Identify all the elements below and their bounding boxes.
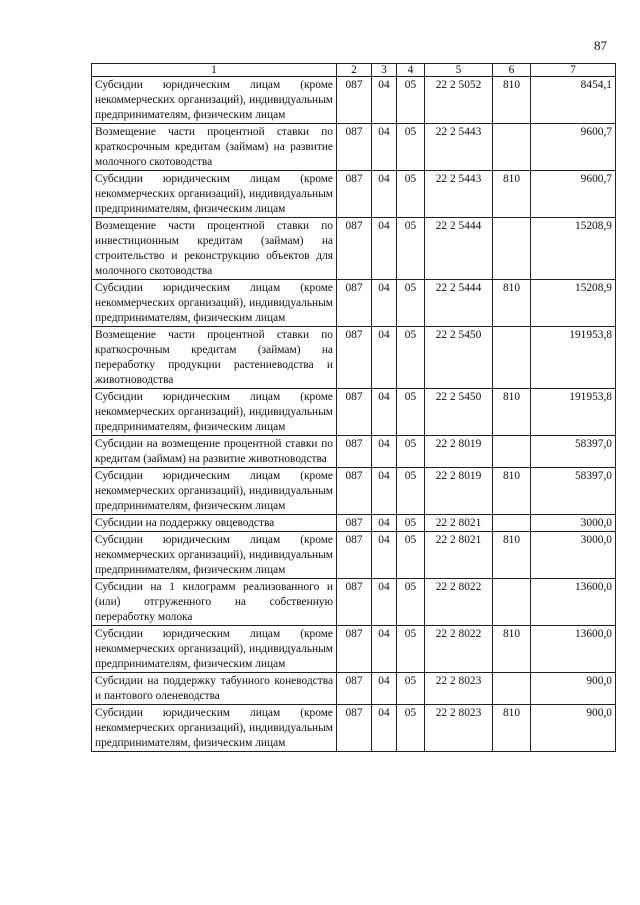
expense-type-cell: 810 bbox=[493, 468, 531, 515]
ministry-code-cell: 087 bbox=[337, 532, 372, 579]
subsection-code-cell: 05 bbox=[397, 705, 425, 752]
target-article-cell: 22 2 5450 bbox=[425, 389, 493, 436]
column-header: 3 bbox=[372, 64, 397, 77]
target-article-cell: 22 2 5450 bbox=[425, 327, 493, 389]
row-name-cell: Субсидии юридическим лицам (кроме некоммерческих организаций), индивидуальным предпринимателям, физическим лицам bbox=[92, 280, 337, 327]
amount-cell: 13600,0 bbox=[531, 579, 616, 626]
subsection-code-cell: 05 bbox=[397, 171, 425, 218]
section-code-cell: 04 bbox=[372, 673, 397, 705]
section-code-cell: 04 bbox=[372, 436, 397, 468]
section-code-cell: 04 bbox=[372, 171, 397, 218]
table-row bbox=[92, 389, 616, 436]
table-row bbox=[92, 77, 616, 124]
section-code-cell: 04 bbox=[372, 389, 397, 436]
subsection-code-cell: 05 bbox=[397, 124, 425, 171]
column-header: 1 bbox=[92, 64, 337, 77]
column-header: 4 bbox=[397, 64, 425, 77]
ministry-code-cell: 087 bbox=[337, 218, 372, 280]
column-header: 6 bbox=[493, 64, 531, 77]
expense-type-cell bbox=[493, 327, 531, 389]
target-article-cell: 22 2 8022 bbox=[425, 626, 493, 673]
amount-cell: 3000,0 bbox=[531, 532, 616, 579]
ministry-code-cell: 087 bbox=[337, 171, 372, 218]
subsection-code-cell: 05 bbox=[397, 579, 425, 626]
expense-type-cell: 810 bbox=[493, 280, 531, 327]
amount-cell: 3000,0 bbox=[531, 515, 616, 532]
table-row bbox=[92, 280, 616, 327]
amount-cell: 9600,7 bbox=[531, 171, 616, 218]
row-name-cell: Возмещение части процентной ставки по краткосрочным кредитам (займам) на переработку продукции растениеводства и животноводства bbox=[92, 327, 337, 389]
row-name-cell: Возмещение части процентной ставки по инвестиционным кредитам (займам) на строительство и реконструкцию объектов для молочного скотоводства bbox=[92, 218, 337, 280]
ministry-code-cell: 087 bbox=[337, 673, 372, 705]
table-row bbox=[92, 327, 616, 389]
target-article-cell: 22 2 5444 bbox=[425, 280, 493, 327]
row-name-cell: Субсидии юридическим лицам (кроме некоммерческих организаций), индивидуальным предпринимателям, физическим лицам bbox=[92, 389, 337, 436]
subsection-code-cell: 05 bbox=[397, 280, 425, 327]
amount-cell: 191953,8 bbox=[531, 389, 616, 436]
table-row bbox=[92, 218, 616, 280]
row-name-cell: Субсидии на 1 килограмм реализованного и (или) отгруженного на собственную переработку молока bbox=[92, 579, 337, 626]
ministry-code-cell: 087 bbox=[337, 327, 372, 389]
expense-type-cell bbox=[493, 515, 531, 532]
expense-type-cell: 810 bbox=[493, 389, 531, 436]
column-header: 5 bbox=[425, 64, 493, 77]
target-article-cell: 22 2 8022 bbox=[425, 579, 493, 626]
ministry-code-cell: 087 bbox=[337, 77, 372, 124]
amount-cell: 8454,1 bbox=[531, 77, 616, 124]
target-article-cell: 22 2 8019 bbox=[425, 436, 493, 468]
ministry-code-cell: 087 bbox=[337, 515, 372, 532]
subsection-code-cell: 05 bbox=[397, 218, 425, 280]
target-article-cell: 22 2 8021 bbox=[425, 515, 493, 532]
ministry-code-cell: 087 bbox=[337, 389, 372, 436]
expense-type-cell bbox=[493, 673, 531, 705]
expense-type-cell: 810 bbox=[493, 705, 531, 752]
amount-cell: 9600,7 bbox=[531, 124, 616, 171]
expense-type-cell bbox=[493, 218, 531, 280]
amount-cell: 13600,0 bbox=[531, 626, 616, 673]
subsection-code-cell: 05 bbox=[397, 532, 425, 579]
budget-table bbox=[91, 63, 616, 752]
expense-type-cell: 810 bbox=[493, 532, 531, 579]
section-code-cell: 04 bbox=[372, 705, 397, 752]
row-name-cell: Субсидии юридическим лицам (кроме некоммерческих организаций), индивидуальным предпринимателям, физическим лицам bbox=[92, 77, 337, 124]
ministry-code-cell: 087 bbox=[337, 436, 372, 468]
subsection-code-cell: 05 bbox=[397, 673, 425, 705]
amount-cell: 900,0 bbox=[531, 673, 616, 705]
amount-cell: 900,0 bbox=[531, 705, 616, 752]
section-code-cell: 04 bbox=[372, 468, 397, 515]
target-article-cell: 22 2 8021 bbox=[425, 532, 493, 579]
row-name-cell: Субсидии юридическим лицам (кроме некоммерческих организаций), индивидуальным предпринимателям, физическим лицам bbox=[92, 468, 337, 515]
row-name-cell: Субсидии юридическим лицам (кроме некоммерческих организаций), индивидуальным предпринимателям, физическим лицам bbox=[92, 171, 337, 218]
section-code-cell: 04 bbox=[372, 124, 397, 171]
target-article-cell: 22 2 5052 bbox=[425, 77, 493, 124]
expense-type-cell bbox=[493, 124, 531, 171]
column-header: 2 bbox=[337, 64, 372, 77]
expense-type-cell bbox=[493, 579, 531, 626]
target-article-cell: 22 2 8023 bbox=[425, 673, 493, 705]
column-header: 7 bbox=[531, 64, 616, 77]
page-number: 87 bbox=[594, 38, 607, 53]
ministry-code-cell: 087 bbox=[337, 626, 372, 673]
row-name-cell: Субсидии юридическим лицам (кроме некоммерческих организаций), индивидуальным предпринимателям, физическим лицам bbox=[92, 705, 337, 752]
table-row bbox=[92, 626, 616, 673]
section-code-cell: 04 bbox=[372, 77, 397, 124]
ministry-code-cell: 087 bbox=[337, 280, 372, 327]
expense-type-cell bbox=[493, 436, 531, 468]
expense-type-cell: 810 bbox=[493, 77, 531, 124]
row-name-cell: Субсидии юридическим лицам (кроме некоммерческих организаций), индивидуальным предпринимателям, физическим лицам bbox=[92, 532, 337, 579]
target-article-cell: 22 2 8023 bbox=[425, 705, 493, 752]
target-article-cell: 22 2 5443 bbox=[425, 124, 493, 171]
table-row bbox=[92, 579, 616, 626]
table-row bbox=[92, 124, 616, 171]
row-name-cell: Субсидии на поддержку табунного коневодства и пантового оленеводства bbox=[92, 673, 337, 705]
subsection-code-cell: 05 bbox=[397, 77, 425, 124]
section-code-cell: 04 bbox=[372, 579, 397, 626]
section-code-cell: 04 bbox=[372, 626, 397, 673]
table-row bbox=[92, 532, 616, 579]
table-row bbox=[92, 515, 616, 532]
target-article-cell: 22 2 5443 bbox=[425, 171, 493, 218]
subsection-code-cell: 05 bbox=[397, 327, 425, 389]
section-code-cell: 04 bbox=[372, 218, 397, 280]
target-article-cell: 22 2 8019 bbox=[425, 468, 493, 515]
target-article-cell: 22 2 5444 bbox=[425, 218, 493, 280]
expense-type-cell: 810 bbox=[493, 171, 531, 218]
row-name-cell: Субсидии на возмещение процентной ставки по кредитам (займам) на развитие животноводства bbox=[92, 436, 337, 468]
amount-cell: 15208,9 bbox=[531, 218, 616, 280]
amount-cell: 191953,8 bbox=[531, 327, 616, 389]
amount-cell: 58397,0 bbox=[531, 468, 616, 515]
subsection-code-cell: 05 bbox=[397, 515, 425, 532]
ministry-code-cell: 087 bbox=[337, 124, 372, 171]
section-code-cell: 04 bbox=[372, 280, 397, 327]
subsection-code-cell: 05 bbox=[397, 389, 425, 436]
ministry-code-cell: 087 bbox=[337, 468, 372, 515]
ministry-code-cell: 087 bbox=[337, 705, 372, 752]
subsection-code-cell: 05 bbox=[397, 436, 425, 468]
amount-cell: 15208,9 bbox=[531, 280, 616, 327]
table-row bbox=[92, 705, 616, 752]
row-name-cell: Субсидии юридическим лицам (кроме некоммерческих организаций), индивидуальным предпринимателям, физическим лицам bbox=[92, 626, 337, 673]
table-row bbox=[92, 468, 616, 515]
expense-type-cell: 810 bbox=[493, 626, 531, 673]
amount-cell: 58397,0 bbox=[531, 436, 616, 468]
table-header-row bbox=[92, 64, 616, 77]
row-name-cell: Возмещение части процентной ставки по краткосрочным кредитам (займам) на развитие молочного скотоводства bbox=[92, 124, 337, 171]
section-code-cell: 04 bbox=[372, 327, 397, 389]
ministry-code-cell: 087 bbox=[337, 579, 372, 626]
table-row bbox=[92, 171, 616, 218]
table-row bbox=[92, 673, 616, 705]
table-row bbox=[92, 436, 616, 468]
row-name-cell: Субсидии на поддержку овцеводства bbox=[92, 515, 337, 532]
section-code-cell: 04 bbox=[372, 515, 397, 532]
section-code-cell: 04 bbox=[372, 532, 397, 579]
subsection-code-cell: 05 bbox=[397, 468, 425, 515]
subsection-code-cell: 05 bbox=[397, 626, 425, 673]
